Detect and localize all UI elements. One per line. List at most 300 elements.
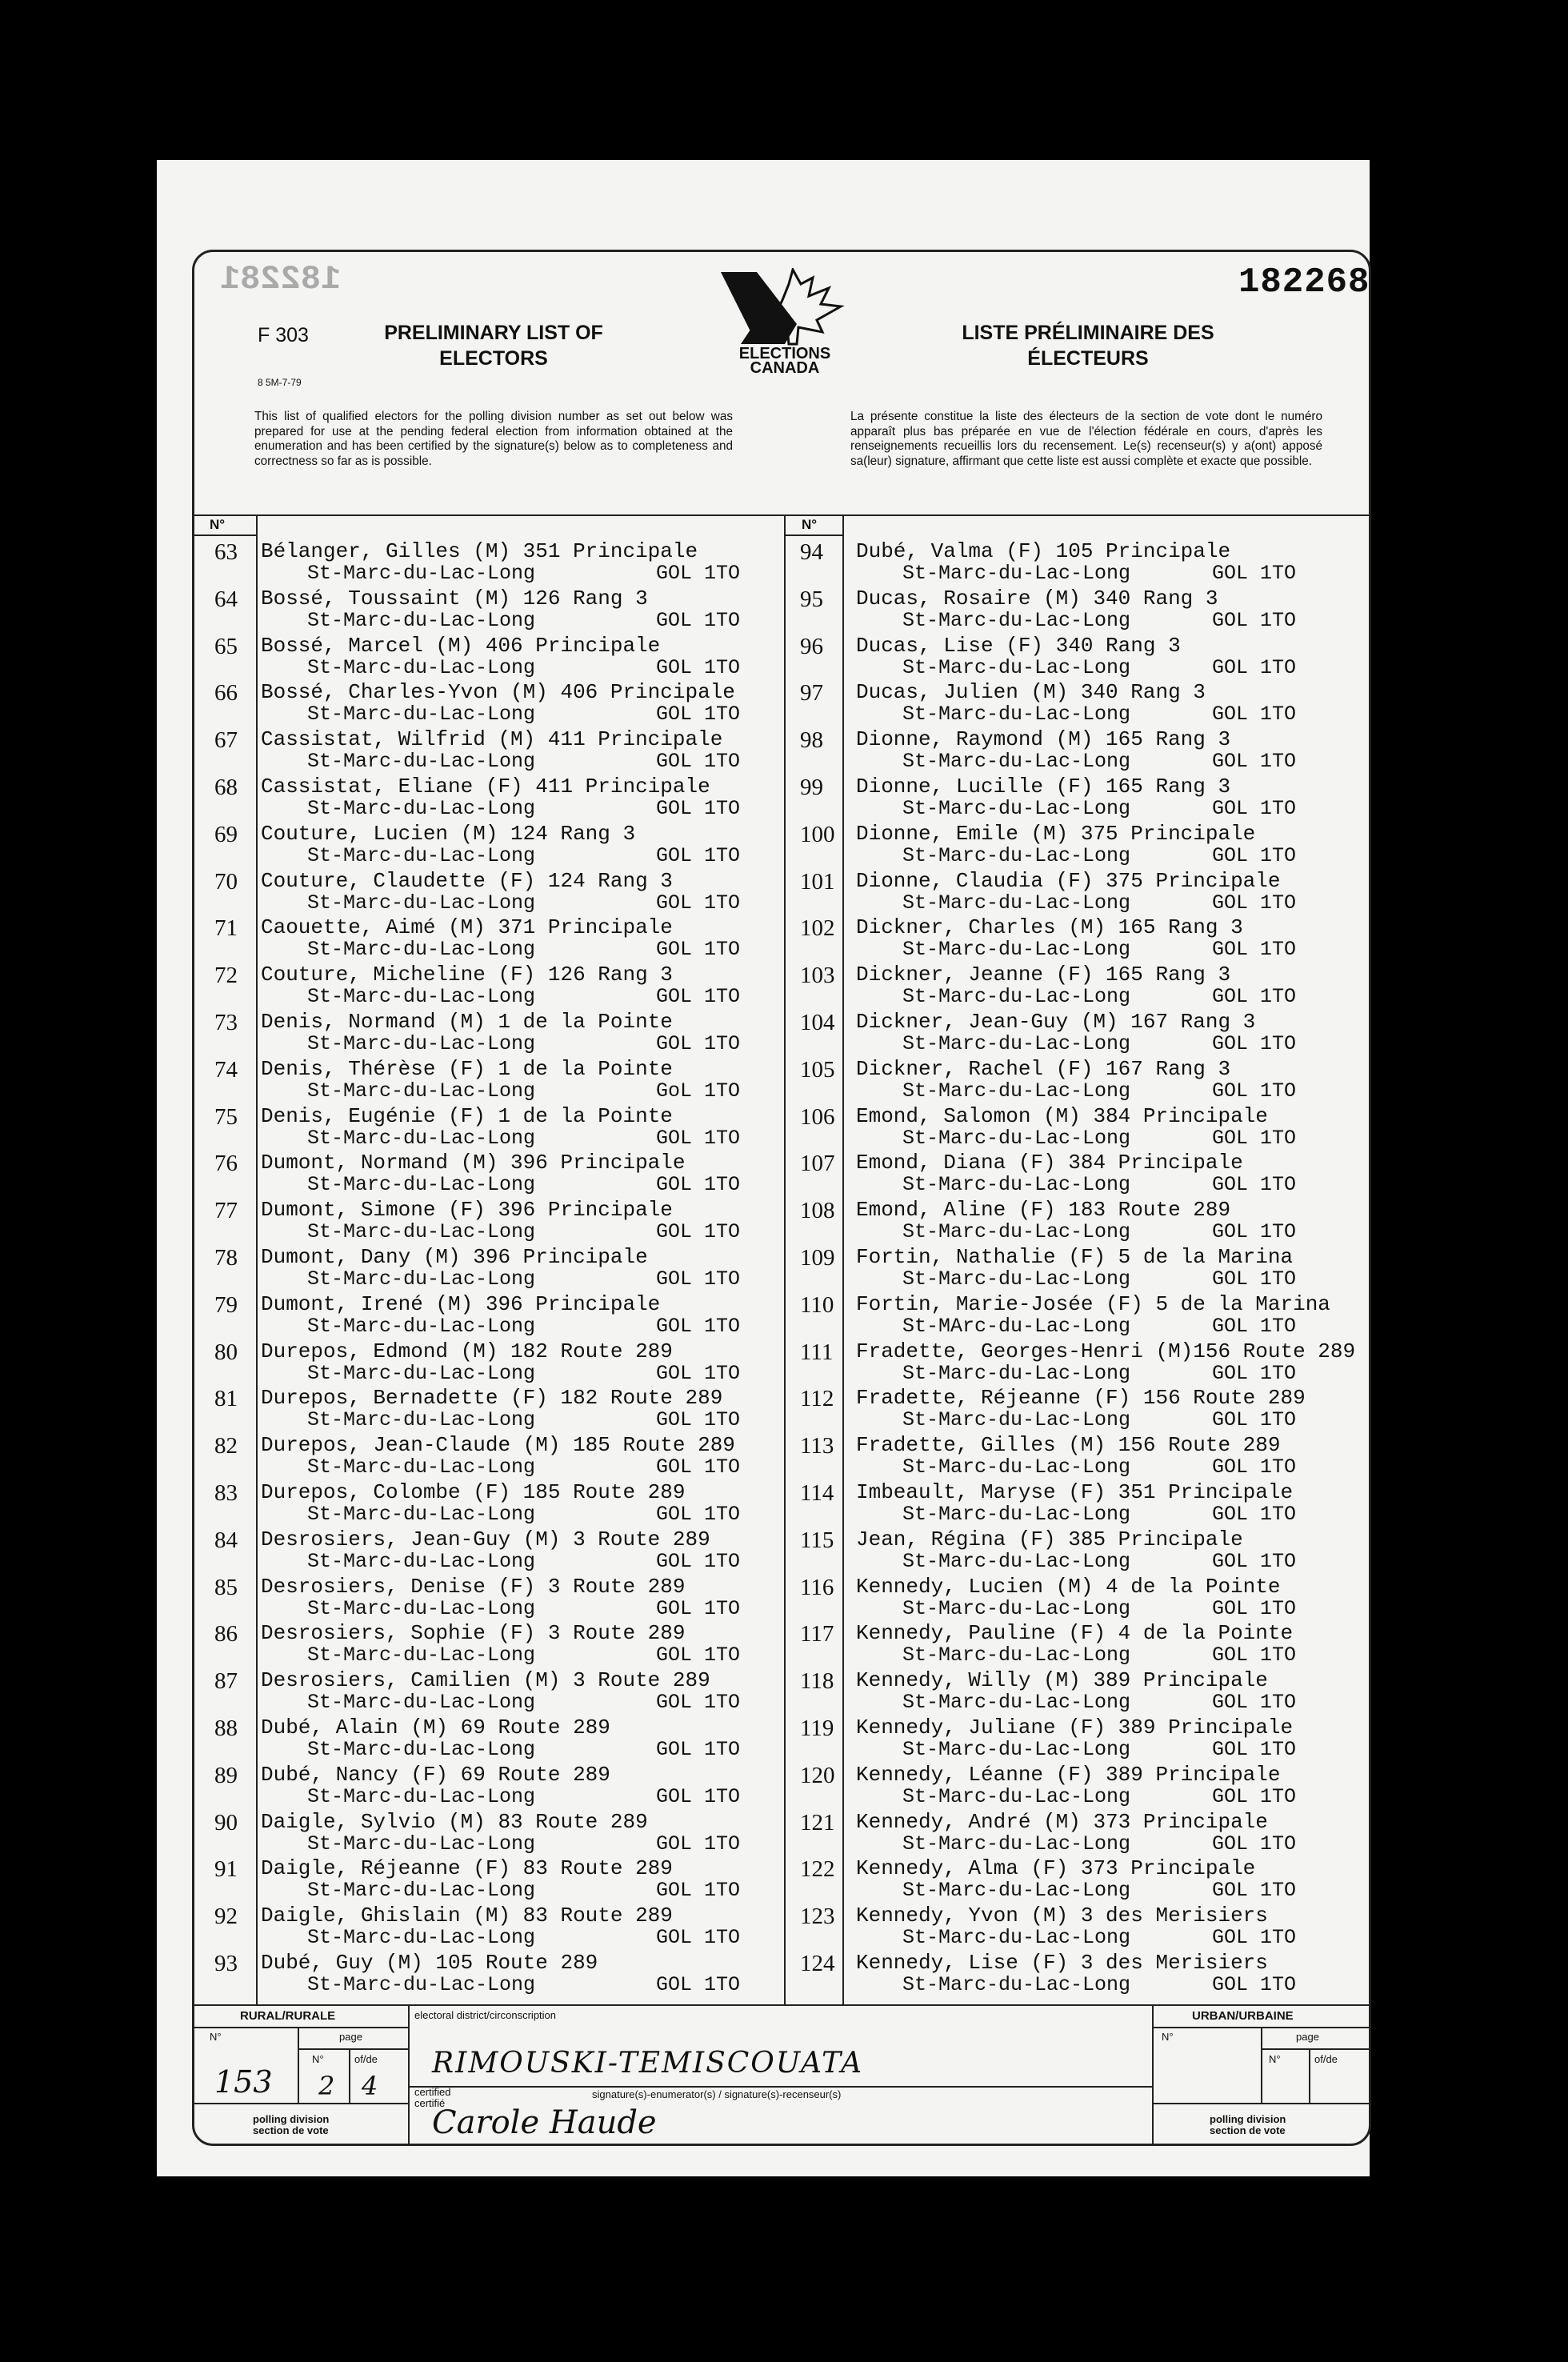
logo-text-elections: ELECTIONS bbox=[738, 345, 831, 362]
elector-locality: St-Marc-du-Lac-Long bbox=[307, 1549, 536, 1573]
elector-postal-code: GOL 1TO bbox=[656, 1126, 741, 1150]
elector-number: 84 bbox=[214, 1527, 238, 1553]
elector-number: 120 bbox=[800, 1762, 835, 1788]
elector-locality: St-Marc-du-Lac-Long bbox=[902, 1361, 1131, 1385]
elector-postal-code: GOL 1TO bbox=[1212, 1973, 1297, 1996]
elector-locality: St-Marc-du-Lac-Long bbox=[902, 1926, 1131, 1950]
elector-number: 96 bbox=[800, 633, 823, 659]
elector-number: 66 bbox=[214, 680, 238, 707]
elector-name-address: Kennedy, Alma (F) 373 Principale bbox=[856, 1856, 1256, 1881]
elector-number: 89 bbox=[214, 1762, 238, 1788]
elector-name-address: Durepos, Jean-Claude (M) 185 Route 289 bbox=[261, 1433, 735, 1458]
title-french bbox=[936, 320, 1240, 371]
title-en-line1: PRELIMINARY LIST OF bbox=[384, 322, 603, 344]
elector-number: 76 bbox=[214, 1151, 238, 1177]
elector-postal-code: GOL 1TO bbox=[656, 608, 741, 632]
elector-name-address: Couture, Claudette (F) 124 Rang 3 bbox=[261, 868, 673, 893]
rural-no-divider bbox=[298, 2027, 299, 2103]
stamp-number: 182281 bbox=[220, 260, 342, 298]
elector-name-address: Dubé, Valma (F) 105 Principale bbox=[856, 539, 1231, 563]
elector-number: 68 bbox=[214, 775, 238, 800]
elector-name-address: Fortin, Nathalie (F) 5 de la Marina bbox=[856, 1245, 1294, 1269]
elector-locality: St-Marc-du-Lac-Long bbox=[307, 1643, 536, 1667]
col-header-underline-left bbox=[192, 534, 256, 536]
elector-number: 86 bbox=[214, 1621, 238, 1647]
elector-name-address: Fradette, Gilles (M) 156 Route 289 bbox=[856, 1433, 1281, 1458]
elector-locality: St-Marc-du-Lac-Long bbox=[307, 797, 536, 820]
elector-name-address: Denis, Normand (M) 1 de la Pointe bbox=[261, 1010, 673, 1034]
urban-box-divider bbox=[1152, 2004, 1154, 2146]
rural-of-label: of/de bbox=[354, 2053, 378, 2065]
elector-name-address: Dickner, Charles (M) 165 Rang 3 bbox=[856, 915, 1243, 940]
elector-name-address: Dumont, Irené (M) 396 Principale bbox=[261, 1291, 661, 1316]
elector-name-address: Dumont, Dany (M) 396 Principale bbox=[261, 1245, 648, 1269]
elector-locality: St-Marc-du-Lac-Long bbox=[307, 1879, 536, 1903]
elector-locality: St-Marc-du-Lac-Long bbox=[902, 1408, 1131, 1432]
elector-locality: St-Marc-du-Lac-Long bbox=[902, 985, 1131, 1009]
elector-name-address: Dickner, Rachel (F) 167 Rang 3 bbox=[856, 1056, 1231, 1081]
elector-postal-code: GOL 1TO bbox=[656, 1973, 741, 1996]
logo-text-canada: CANADA bbox=[750, 359, 820, 377]
rural-page-underline bbox=[298, 2048, 408, 2050]
elector-number: 104 bbox=[800, 1010, 835, 1035]
elector-postal-code: GOL 1TO bbox=[656, 985, 741, 1009]
elector-number: 106 bbox=[800, 1103, 835, 1130]
title-fr-line1: LISTE PRÉLIMINAIRE DES bbox=[962, 322, 1214, 344]
page-number: 2 bbox=[318, 2071, 335, 2101]
elector-locality: St-Marc-du-Lac-Long bbox=[307, 1973, 536, 1996]
elector-number: 118 bbox=[800, 1668, 834, 1695]
elector-name-address: Dubé, Nancy (F) 69 Route 289 bbox=[261, 1762, 610, 1787]
rural-bottom-line bbox=[192, 2103, 408, 2104]
elector-postal-code: GOL 1TO bbox=[656, 703, 741, 727]
elector-locality: St-Marc-du-Lac-Long bbox=[902, 1503, 1131, 1526]
elector-name-address: Bossé, Marcel (M) 406 Principale bbox=[261, 633, 661, 658]
left-number-column-line bbox=[256, 514, 258, 2004]
elector-number: 110 bbox=[800, 1291, 834, 1318]
elector-number: 70 bbox=[214, 868, 238, 895]
elector-number: 78 bbox=[214, 1245, 238, 1271]
elector-name-address: Kennedy, Yvon (M) 3 des Merisiers bbox=[856, 1904, 1268, 1928]
intro-english: This list of qualified electors for the polling division number as set out below was prepared for use at the pending federal election from information obtained at the enumeration and has been certified by the signature(s) below as to completeness and correctness so far as is possible. bbox=[254, 410, 733, 468]
elector-postal-code: GOL 1TO bbox=[656, 562, 741, 585]
elector-name-address: Dumont, Normand (M) 396 Principale bbox=[261, 1151, 686, 1175]
elector-postal-code: GOL 1TO bbox=[1212, 1503, 1297, 1526]
elector-locality: St-Marc-du-Lac-Long bbox=[902, 562, 1131, 585]
elector-name-address: Bossé, Charles-Yvon (M) 406 Principale bbox=[261, 680, 735, 705]
elector-locality: St-Marc-du-Lac-Long bbox=[307, 1361, 536, 1385]
elector-postal-code: GOL 1TO bbox=[1212, 562, 1297, 585]
elector-number: 116 bbox=[800, 1574, 834, 1600]
elector-locality: St-Marc-du-Lac-Long bbox=[902, 1738, 1131, 1761]
elector-locality: St-Marc-du-Lac-Long bbox=[307, 1173, 536, 1197]
elector-name-address: Caouette, Aimé (M) 371 Principale bbox=[261, 915, 673, 940]
elector-number: 74 bbox=[214, 1056, 238, 1083]
elector-postal-code: GOL 1TO bbox=[1212, 1361, 1297, 1385]
rural-page-no-label: N° bbox=[312, 2053, 324, 2065]
elector-locality: St-Marc-du-Lac-Long bbox=[902, 1455, 1131, 1479]
elector-number: 92 bbox=[214, 1904, 238, 1930]
elector-name-address: Kennedy, Willy (M) 389 Principale bbox=[856, 1668, 1268, 1693]
elector-name-address: Cassistat, Wilfrid (M) 411 Principale bbox=[261, 727, 723, 752]
elector-postal-code: GOL 1TO bbox=[1212, 843, 1297, 867]
elector-name-address: Dionne, Emile (M) 375 Principale bbox=[856, 821, 1256, 846]
elector-name-address: Fradette, Georges-Henri (M)156 Route 289 bbox=[856, 1339, 1356, 1363]
elector-number: 83 bbox=[214, 1480, 238, 1506]
elector-number: 64 bbox=[214, 586, 238, 612]
elector-locality: St-Marc-du-Lac-Long bbox=[307, 1032, 536, 1055]
elector-postal-code: GOL 1TO bbox=[656, 1926, 741, 1950]
elector-locality: St-Marc-du-Lac-Long bbox=[902, 608, 1131, 632]
elector-name-address: Bélanger, Gilles (M) 351 Principale bbox=[261, 539, 698, 563]
elector-postal-code: GOL 1TO bbox=[656, 1032, 741, 1055]
elector-postal-code: GOL 1TO bbox=[656, 1220, 741, 1244]
enumerator-signature: Carole Haude bbox=[432, 2104, 657, 2141]
elector-locality: St-Marc-du-Lac-Long bbox=[902, 1973, 1131, 1996]
elector-postal-code: GOL 1TO bbox=[656, 655, 741, 679]
rural-page-divider bbox=[349, 2048, 350, 2103]
rural-underline bbox=[192, 2027, 408, 2028]
elector-postal-code: GOL 1TO bbox=[656, 891, 741, 915]
elector-number: 114 bbox=[800, 1480, 834, 1506]
elector-postal-code: GOL 1TO bbox=[1212, 891, 1297, 915]
right-number-column-line bbox=[842, 514, 844, 2004]
col-header-no-left: N° bbox=[210, 517, 226, 532]
elector-postal-code: GOL 1TO bbox=[1212, 1314, 1297, 1338]
urban-of-label: of/de bbox=[1314, 2053, 1338, 2065]
elector-locality: St-Marc-du-Lac-Long bbox=[902, 1784, 1131, 1808]
elector-name-address: Ducas, Julien (M) 340 Rang 3 bbox=[856, 680, 1206, 705]
urban-page-underline bbox=[1261, 2048, 1371, 2050]
elector-locality: St-Marc-du-Lac-Long bbox=[902, 1596, 1131, 1620]
elector-locality: St-Marc-du-Lac-Long bbox=[307, 1832, 536, 1856]
rural-no-label: N° bbox=[210, 2031, 222, 2043]
certified-label: certified certifié bbox=[414, 2086, 451, 2109]
elector-postal-code: GOL 1TO bbox=[656, 1267, 741, 1291]
elector-number: 65 bbox=[214, 633, 238, 659]
elector-postal-code: GOL 1TO bbox=[1212, 938, 1297, 962]
elector-postal-code: GOL 1TO bbox=[656, 797, 741, 820]
elector-locality: St-Marc-du-Lac-Long bbox=[307, 1784, 536, 1808]
elector-locality: St-Marc-du-Lac-Long bbox=[307, 985, 536, 1009]
elector-locality: St-Marc-du-Lac-Long bbox=[307, 608, 536, 632]
elector-name-address: Kennedy, Léanne (F) 389 Principale bbox=[856, 1762, 1281, 1787]
elector-locality: St-Marc-du-Lac-Long bbox=[307, 750, 536, 774]
elector-name-address: Kennedy, Lucien (M) 4 de la Pointe bbox=[856, 1574, 1281, 1599]
elector-postal-code: GOL 1TO bbox=[656, 1879, 741, 1903]
elector-name-address: Desrosiers, Denise (F) 3 Route 289 bbox=[261, 1574, 686, 1599]
elector-number: 108 bbox=[800, 1198, 835, 1224]
elector-name-address: Dubé, Guy (M) 105 Route 289 bbox=[261, 1951, 598, 1975]
elector-number: 82 bbox=[214, 1433, 238, 1459]
elector-number: 113 bbox=[800, 1433, 834, 1459]
elector-postal-code: GOL 1TO bbox=[1212, 1408, 1297, 1432]
elector-locality: St-Marc-du-Lac-Long bbox=[902, 750, 1131, 774]
elector-name-address: Fradette, Réjeanne (F) 156 Route 289 bbox=[856, 1386, 1306, 1411]
urban-no-label: N° bbox=[1162, 2031, 1174, 2043]
urban-page-label: page bbox=[1296, 2031, 1319, 2043]
elector-locality: St-Marc-du-Lac-Long bbox=[902, 1220, 1131, 1244]
urban-bottom-line bbox=[1152, 2103, 1371, 2104]
elector-locality: St-Marc-du-Lac-Long bbox=[307, 1455, 536, 1479]
col-header-underline-right bbox=[784, 534, 842, 536]
elector-postal-code: GoL 1TO bbox=[656, 1079, 741, 1103]
elector-postal-code: GOL 1TO bbox=[1212, 1126, 1297, 1150]
elector-locality: St-Marc-du-Lac-Long bbox=[307, 1503, 536, 1526]
elector-number: 79 bbox=[214, 1291, 238, 1318]
elector-number: 77 bbox=[214, 1198, 238, 1224]
elector-number: 117 bbox=[800, 1621, 834, 1647]
elector-name-address: Durepos, Bernadette (F) 182 Route 289 bbox=[261, 1386, 723, 1411]
elector-postal-code: GOL 1TO bbox=[656, 843, 741, 867]
elector-postal-code: GOL 1TO bbox=[1212, 1267, 1297, 1291]
elector-postal-code: GOL 1TO bbox=[656, 1549, 741, 1573]
elector-postal-code: GOL 1TO bbox=[1212, 985, 1297, 1009]
elector-locality: St-Marc-du-Lac-Long bbox=[307, 1126, 536, 1150]
elector-name-address: Imbeault, Maryse (F) 351 Principale bbox=[856, 1480, 1294, 1504]
elector-postal-code: GOL 1TO bbox=[1212, 1784, 1297, 1808]
elector-locality: St-Marc-du-Lac-Long bbox=[307, 1079, 536, 1103]
title-english bbox=[370, 320, 618, 371]
elector-number: 101 bbox=[800, 868, 835, 895]
elector-name-address: Ducas, Rosaire (M) 340 Rang 3 bbox=[856, 586, 1218, 611]
elector-name-address: Desrosiers, Camilien (M) 3 Route 289 bbox=[261, 1668, 710, 1693]
elector-postal-code: GOL 1TO bbox=[1212, 1220, 1297, 1244]
elector-postal-code: GOL 1TO bbox=[656, 1738, 741, 1761]
elector-postal-code: GOL 1TO bbox=[1212, 1596, 1297, 1620]
elector-number: 69 bbox=[214, 821, 238, 847]
elector-postal-code: GOL 1TO bbox=[1212, 1079, 1297, 1103]
elector-postal-code: GOL 1TO bbox=[656, 1643, 741, 1667]
elector-name-address: Kennedy, André (M) 373 Principale bbox=[856, 1809, 1268, 1834]
title-fr-line2: ÉLECTEURS bbox=[1027, 347, 1149, 370]
urban-page-divider bbox=[1309, 2048, 1310, 2103]
elector-number: 97 bbox=[800, 680, 823, 707]
elector-number: 67 bbox=[214, 727, 238, 754]
urban-no-divider bbox=[1261, 2027, 1262, 2103]
elector-locality: St-Marc-du-Lac-Long bbox=[307, 1220, 536, 1244]
elector-postal-code: GOL 1TO bbox=[656, 1314, 741, 1338]
elector-postal-code: GOL 1TO bbox=[656, 1691, 741, 1715]
elector-postal-code: GOL 1TO bbox=[1212, 655, 1297, 679]
footer-top-line bbox=[192, 2004, 1371, 2006]
elector-postal-code: GOL 1TO bbox=[1212, 1832, 1297, 1856]
elector-locality: St-Marc-du-Lac-Long bbox=[902, 1832, 1131, 1856]
elector-name-address: Fortin, Marie-Josée (F) 5 de la Marina bbox=[856, 1291, 1330, 1316]
elector-number: 105 bbox=[800, 1056, 835, 1083]
elector-locality: St-Marc-du-Lac-Long bbox=[902, 891, 1131, 915]
rural-box-divider bbox=[408, 2004, 410, 2146]
electoral-district-line bbox=[408, 2086, 1152, 2088]
elector-locality: St-Marc-du-Lac-Long bbox=[902, 1126, 1131, 1150]
serial-number: 182268 bbox=[1238, 262, 1370, 302]
elector-name-address: Couture, Lucien (M) 124 Rang 3 bbox=[261, 821, 636, 846]
elector-locality: St-Marc-du-Lac-Long bbox=[902, 703, 1131, 727]
elector-number: 103 bbox=[800, 963, 835, 989]
elector-postal-code: GOL 1TO bbox=[656, 1832, 741, 1856]
elector-locality: St-Marc-du-Lac-Long bbox=[307, 891, 536, 915]
elector-postal-code: GOL 1TO bbox=[656, 1408, 741, 1432]
elector-name-address: Dickner, Jean-Guy (M) 167 Rang 3 bbox=[856, 1010, 1256, 1034]
elector-postal-code: GOL 1TO bbox=[656, 1784, 741, 1808]
elector-name-address: Daigle, Réjeanne (F) 83 Route 289 bbox=[261, 1856, 673, 1881]
header-divider bbox=[192, 514, 1371, 516]
elector-postal-code: GOL 1TO bbox=[1212, 1643, 1297, 1667]
elector-locality: St-Marc-du-Lac-Long bbox=[307, 1314, 536, 1338]
elector-locality: St-Marc-du-Lac-Long bbox=[307, 1596, 536, 1620]
elector-number: 99 bbox=[800, 775, 823, 800]
elector-name-address: Durepos, Colombe (F) 185 Route 289 bbox=[261, 1480, 686, 1504]
elector-locality: St-Marc-du-Lac-Long bbox=[307, 1926, 536, 1950]
signature-label: signature(s)-enumerator(s) / signature(s)-recenseur(s) bbox=[592, 2088, 842, 2100]
elector-postal-code: GOL 1TO bbox=[1212, 1173, 1297, 1197]
elector-name-address: Emond, Diana (F) 384 Principale bbox=[856, 1151, 1243, 1175]
elector-postal-code: GOL 1TO bbox=[656, 1503, 741, 1526]
elector-locality: St-Marc-du-Lac-Long bbox=[307, 655, 536, 679]
elector-name-address: Dionne, Lucille (F) 165 Rang 3 bbox=[856, 775, 1231, 799]
intro-french: La présente constitue la liste des électeurs de la section de vote dont le numéro apparaît plus bas préparée en vue de l'élection fédérale en cours, d'après les renseignements recueillis lors du recensement. Le(s) recenseur(s) y a(ont) apposé sa(leur) signature, affirmant que cette liste est aussi complète et exacte que possible. bbox=[850, 410, 1322, 468]
elector-locality: St-Marc-du-Lac-Long bbox=[902, 1079, 1131, 1103]
elector-name-address: Bossé, Toussaint (M) 126 Rang 3 bbox=[261, 586, 648, 611]
elector-postal-code: GOL 1TO bbox=[1212, 1691, 1297, 1715]
elections-canada-logo bbox=[709, 268, 861, 380]
elector-number: 112 bbox=[800, 1386, 834, 1412]
elector-name-address: Dionne, Raymond (M) 165 Rang 3 bbox=[856, 727, 1231, 752]
elector-name-address: Dumont, Simone (F) 396 Principale bbox=[261, 1198, 673, 1223]
elector-number: 94 bbox=[800, 539, 823, 565]
elector-number: 102 bbox=[800, 915, 835, 942]
electoral-district-label: electoral district/circonscription bbox=[414, 2009, 557, 2021]
elector-number: 88 bbox=[214, 1715, 238, 1741]
urban-page-no-label: N° bbox=[1269, 2053, 1281, 2065]
elector-locality: St-Marc-du-Lac-Long bbox=[307, 1267, 536, 1291]
elector-name-address: Desrosiers, Sophie (F) 3 Route 289 bbox=[261, 1621, 686, 1646]
col-header-no-right: N° bbox=[802, 517, 818, 532]
elector-name-address: Emond, Salomon (M) 384 Principale bbox=[856, 1103, 1268, 1128]
elector-number: 85 bbox=[214, 1574, 238, 1600]
elector-postal-code: GOL 1TO bbox=[656, 750, 741, 774]
elector-number: 73 bbox=[214, 1010, 238, 1035]
elector-locality: St-Marc-du-Lac-Long bbox=[307, 1408, 536, 1432]
elector-number: 121 bbox=[800, 1809, 835, 1836]
elector-locality: St-Marc-du-Lac-Long bbox=[902, 1643, 1131, 1667]
elector-name-address: Kennedy, Juliane (F) 389 Principale bbox=[856, 1715, 1294, 1739]
elector-name-address: Dickner, Jeanne (F) 165 Rang 3 bbox=[856, 963, 1231, 987]
form-number: F 303 bbox=[258, 324, 309, 346]
elector-postal-code: GOL 1TO bbox=[1212, 1455, 1297, 1479]
polling-division-number: 153 bbox=[214, 2064, 273, 2100]
title-en-line2: ELECTORS bbox=[439, 347, 548, 370]
elector-locality: St-Marc-du-Lac-Long bbox=[902, 843, 1131, 867]
rural-page-label: page bbox=[339, 2031, 362, 2043]
elector-postal-code: GOL 1TO bbox=[1212, 608, 1297, 632]
elector-number: 109 bbox=[800, 1245, 835, 1271]
elector-number: 90 bbox=[214, 1809, 238, 1836]
elector-number: 98 bbox=[800, 727, 823, 754]
elector-postal-code: GOL 1TO bbox=[1212, 1926, 1297, 1950]
elector-locality: St-Marc-du-Lac-Long bbox=[902, 797, 1131, 820]
elector-postal-code: GOL 1TO bbox=[1212, 1032, 1297, 1055]
elector-locality: St-Marc-du-Lac-Long bbox=[902, 1173, 1131, 1197]
elector-locality: St-Marc-du-Lac-Long bbox=[902, 655, 1131, 679]
maple-leaf-x-icon bbox=[709, 268, 861, 352]
elector-number: 123 bbox=[800, 1904, 835, 1930]
elector-locality: St-Marc-du-Lac-Long bbox=[307, 562, 536, 585]
elector-locality: St-Marc-du-Lac-Long bbox=[307, 843, 536, 867]
elector-name-address: Dionne, Claudia (F) 375 Principale bbox=[856, 868, 1281, 893]
elector-name-address: Denis, Thérèse (F) 1 de la Pointe bbox=[261, 1056, 673, 1081]
elector-number: 95 bbox=[800, 586, 823, 612]
elector-number: 91 bbox=[214, 1856, 238, 1883]
elector-name-address: Cassistat, Eliane (F) 411 Principale bbox=[261, 775, 710, 799]
elector-locality: St-Marc-du-Lac-Long bbox=[307, 938, 536, 962]
elector-name-address: Couture, Micheline (F) 126 Rang 3 bbox=[261, 963, 673, 987]
urban-label: URBAN/URBAINE bbox=[1192, 2009, 1294, 2023]
elector-postal-code: GOL 1TO bbox=[656, 1596, 741, 1620]
elector-number: 75 bbox=[214, 1103, 238, 1130]
form-edition: 8 5M-7-79 bbox=[258, 377, 302, 388]
elector-number: 119 bbox=[800, 1715, 834, 1741]
elector-postal-code: GOL 1TO bbox=[1212, 1549, 1297, 1573]
elector-locality: St-Marc-du-Lac-Long bbox=[902, 1549, 1131, 1573]
elector-name-address: Kennedy, Lise (F) 3 des Merisiers bbox=[856, 1951, 1268, 1975]
elector-name-address: Emond, Aline (F) 183 Route 289 bbox=[856, 1198, 1231, 1223]
elector-postal-code: GOL 1TO bbox=[1212, 750, 1297, 774]
elector-locality: St-MArc-du-Lac-Long bbox=[902, 1314, 1131, 1338]
elector-number: 93 bbox=[214, 1951, 238, 1976]
electoral-district-value: RIMOUSKI-TEMISCOUATA bbox=[432, 2047, 864, 2080]
elector-postal-code: GOL 1TO bbox=[1212, 1738, 1297, 1761]
elector-number: 63 bbox=[214, 539, 238, 565]
elector-locality: St-Marc-du-Lac-Long bbox=[307, 1738, 536, 1761]
elector-name-address: Denis, Eugénie (F) 1 de la Pointe bbox=[261, 1103, 673, 1128]
polling-division-label-urban: polling division section de vote bbox=[1210, 2113, 1286, 2136]
elector-locality: St-Marc-du-Lac-Long bbox=[902, 1032, 1131, 1055]
elector-locality: St-Marc-du-Lac-Long bbox=[902, 938, 1131, 962]
elector-number: 124 bbox=[800, 1951, 835, 1976]
elector-number: 115 bbox=[800, 1527, 834, 1553]
elector-number: 72 bbox=[214, 963, 238, 989]
elector-number: 71 bbox=[214, 915, 238, 942]
elector-locality: St-Marc-du-Lac-Long bbox=[902, 1267, 1131, 1291]
elector-number: 87 bbox=[214, 1668, 238, 1695]
elector-name-address: Daigle, Ghislain (M) 83 Route 289 bbox=[261, 1904, 673, 1928]
elector-name-address: Kennedy, Pauline (F) 4 de la Pointe bbox=[856, 1621, 1294, 1646]
elector-name-address: Desrosiers, Jean-Guy (M) 3 Route 289 bbox=[261, 1527, 710, 1551]
elector-postal-code: GOL 1TO bbox=[656, 1455, 741, 1479]
elector-number: 122 bbox=[800, 1856, 835, 1883]
elector-locality: St-Marc-du-Lac-Long bbox=[902, 1691, 1131, 1715]
elector-postal-code: GOL 1TO bbox=[656, 1361, 741, 1385]
polling-division-label-rural: polling division section de vote bbox=[253, 2113, 330, 2136]
elector-name-address: Jean, Régina (F) 385 Principale bbox=[856, 1527, 1243, 1551]
elector-name-address: Durepos, Edmond (M) 182 Route 289 bbox=[261, 1339, 673, 1363]
elector-postal-code: GOL 1TO bbox=[656, 1173, 741, 1197]
elector-number: 111 bbox=[800, 1339, 834, 1365]
elector-postal-code: GOL 1TO bbox=[1212, 703, 1297, 727]
page-total: 4 bbox=[362, 2071, 378, 2101]
rural-label: RURAL/RURALE bbox=[240, 2009, 336, 2023]
elector-number: 80 bbox=[214, 1339, 238, 1365]
elector-number: 107 bbox=[800, 1151, 835, 1177]
column-divider bbox=[784, 514, 786, 2004]
elector-postal-code: GOL 1TO bbox=[1212, 797, 1297, 820]
elector-name-address: Dubé, Alain (M) 69 Route 289 bbox=[261, 1715, 610, 1739]
elector-number: 100 bbox=[800, 821, 835, 847]
elector-postal-code: GOL 1TO bbox=[1212, 1879, 1297, 1903]
elector-locality: St-Marc-du-Lac-Long bbox=[307, 703, 536, 727]
elector-locality: St-Marc-du-Lac-Long bbox=[902, 1879, 1131, 1903]
